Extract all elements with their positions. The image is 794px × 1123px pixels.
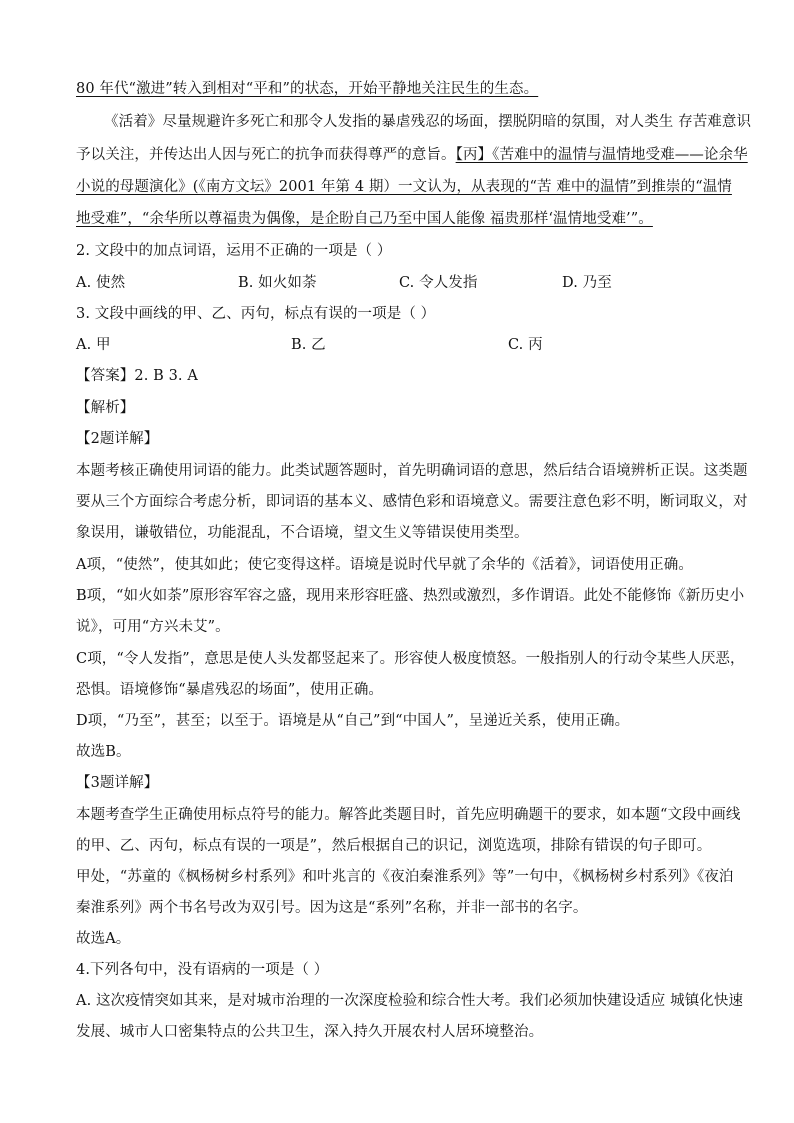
q2-detail-line: B项，“如火如荼”原形容军容之盛，现用来形容旺盛、热烈或激烈，多作谓语。此处不能修饰《新历史小 (76, 588, 745, 604)
answer-line: 【答案】2. B 3. A (76, 368, 198, 384)
q2-detail-line: 说》，可用“方兴未艾”。 (76, 619, 230, 635)
q2-detail-line: 象误用，谦敬错位，功能混乱，不合语境，望文生义等错误使用类型。 (76, 525, 529, 541)
q2-detail-line: 故选B。 (76, 744, 131, 760)
q2-detail-line: 要从三个方面综合考虑分析，即词语的基本义、感情色彩和语境意义。需要注意色彩不明，断词取义，对 (76, 494, 748, 510)
q2-option-c: C. 令人发指 (399, 275, 478, 291)
q2-option-b: B. 如火如荼 (238, 275, 317, 291)
paragraph-line-3: 小说的母题演化》(《南方文坛》2001 年第 4 期）一文认为，从表现的“苦 难中的温情”到推崇的“温情 (76, 179, 732, 195)
q2-detail-line: D项，“乃至”，甚至；以至于。语境是从“自己”到“中国人”，呈递近关系，使用正确。 (76, 713, 630, 729)
q3-detail-line: 本题考查学生正确使用标点符号的能力。解答此类题目时，首先应明确题干的要求，如本题“文段中画线 (76, 807, 741, 823)
q3-option-b: B. 乙 (291, 337, 326, 353)
question-2-stem: 2. 文段中的加点词语，运用不正确的一项是（ ） (76, 243, 392, 259)
paragraph-line-1: 《活着》尽量规避许多死亡和那令人发指的暴虐残忍的场面，摆脱阴暗的氛围，对人类生 存苦难意识 (104, 114, 752, 130)
paragraph-line-2-underlined: 【丙】《苦难中的温情与温情地受难——论余华 (455, 147, 748, 163)
q3-detail-line: 甲处，“苏童的《枫杨树乡村系列》和叶兆言的《夜泊秦淮系列》等”一句中，《枫杨树乡村系列》《夜泊 (76, 869, 734, 885)
question-4-option-a-line-1: A. 这次疫情突如其来，是对城市治理的一次深度检验和综合性大考。我们必须加快建设适应 城镇化快速 (76, 993, 744, 1009)
paragraph-line-4: 地受难”，“余华所以尊福贵为偶像，是企盼自己乃至中国人能像 福贵那样‘温情地受难’”。 (76, 211, 653, 227)
q2-detail-line: 恐惧。语境修饰“暴虐残忍的场面”，使用正确。 (76, 682, 384, 698)
question-4-stem: 4.下列各句中，没有语病的一项是（ ） (76, 962, 329, 978)
question-3-stem: 3. 文段中画线的甲、乙、丙句，标点有误的一项是（ ） (76, 306, 436, 322)
q3-detail-line: 故选A。 (76, 931, 131, 947)
q3-detail-line: 秦淮系列》两个书名号改为双引号。因为这是“系列”名称，并非一部书的名字。 (76, 900, 588, 916)
q2-detail-line: C项，“令人发指”，意思是使人头发都竖起来了。形容使人极度愤怒。一般指别人的行动令某些人厌恶， (76, 651, 745, 667)
intro-line: 80 年代“激进”转入到相对“平和”的状态，开始平静地关注民生的生态。 (76, 81, 539, 97)
q2-detail-line: 本题考核正确使用词语的能力。此类试题答题时，首先明确词语的意思，然后结合语境辨析正误。这类题 (76, 463, 748, 479)
question-4-option-a-line-2: 发展、城市人口密集特点的公共卫生，深入持久开展农村人居环境整治。 (76, 1024, 544, 1040)
paragraph-line-2-plain: 予以关注，并传达出人因与死亡的抗争而获得尊严的意旨。 (76, 147, 456, 163)
paragraph-line-2 (76, 145, 748, 165)
q2-option-d: D. 乃至 (562, 275, 612, 291)
q3-detail-line: 的甲、乙、丙句，标点有误的一项是”，然后根据自己的识记，浏览选项，排除有错误的句子即可。 (76, 838, 712, 854)
q3-option-c: C. 丙 (508, 337, 543, 353)
q2-detail-line: A项，“使然”，使其如此；使它变得这样。语境是说时代早就了余华的《活着》，词语使用正确。 (76, 557, 693, 573)
q2-option-a: A. 使然 (76, 275, 126, 291)
analysis-heading: 【解析】 (76, 400, 135, 416)
q3-option-a: A. 甲 (76, 337, 111, 353)
q3-detail-heading: 【3题详解】 (76, 775, 159, 791)
q2-detail-heading: 【2题详解】 (76, 431, 159, 447)
